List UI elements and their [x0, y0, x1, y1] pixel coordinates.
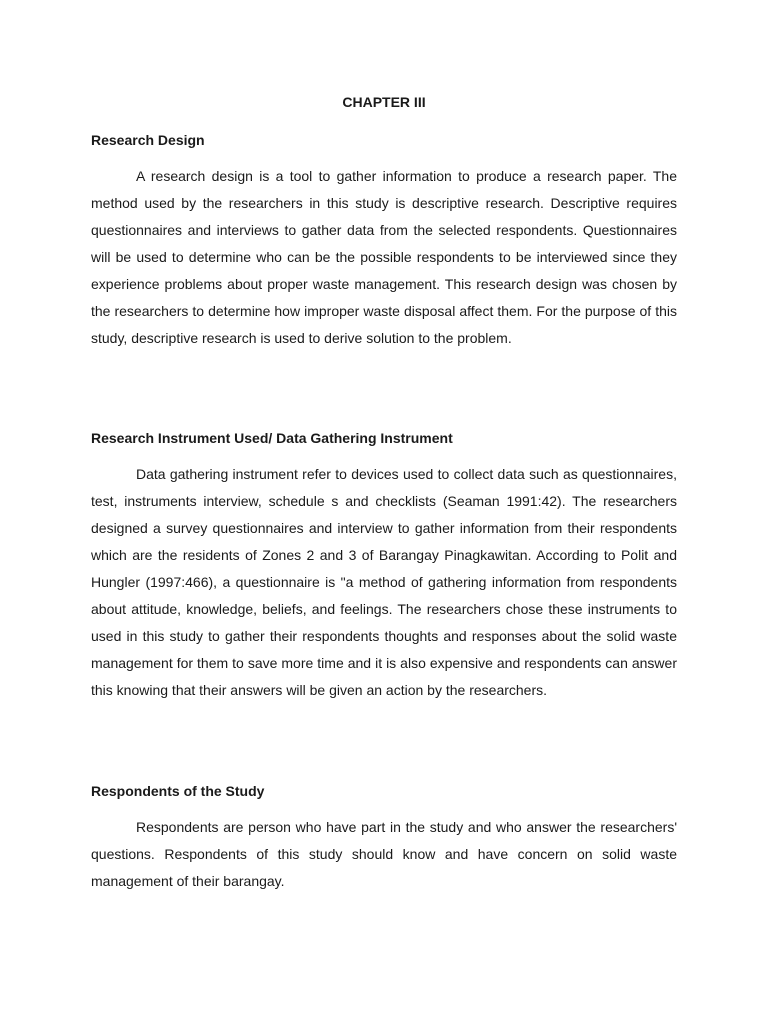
section-paragraph-research-design: A research design is a tool to gather information to produce a research paper. The method used by the researchers in this study is descriptive research. Descriptive requires questionnaires and interviews to gather data from the selected respondents. Questionnaires will be used to determine who can be the possible respondents to be interviewed since they experience problems about proper waste management. This research design was chosen by the researchers to determine how improper waste disposal affect them. For the purpose of this study, descriptive research is used to derive solution to the problem. — [91, 168, 677, 346]
section-paragraph-research-instrument: Data gathering instrument refer to devices used to collect data such as questionnaires, test, instruments interview, schedule s and checklists (Seaman 1991:42). The researchers designed a survey questionnaires and interview to gather information from their respondents which are the residents of Zones 2 and 3 of Barangay Pinagkawitan. According to Polit and Hungler (1997:466), a questionnaire is "a method of gathering information from respondents about attitude, knowledge, beliefs, and feelings. The researchers chose these instruments to used in this study to gather their respondents thoughts and responses about the solid waste management for them to save more time and it is also expensive and respondents can answer this knowing that their answers will be given an action by the researchers. — [91, 466, 677, 698]
section-heading-research-design: Research Design — [91, 132, 205, 148]
section-heading-research-instrument: Research Instrument Used/ Data Gathering Instrument — [91, 430, 453, 446]
section-heading-respondents: Respondents of the Study — [91, 783, 265, 799]
chapter-title: CHAPTER III — [342, 94, 426, 110]
section-paragraph-respondents: Respondents are person who have part in the study and who answer the researchers' questions. Respondents of this study should know and have concern on solid waste management of their barangay. — [91, 819, 677, 889]
